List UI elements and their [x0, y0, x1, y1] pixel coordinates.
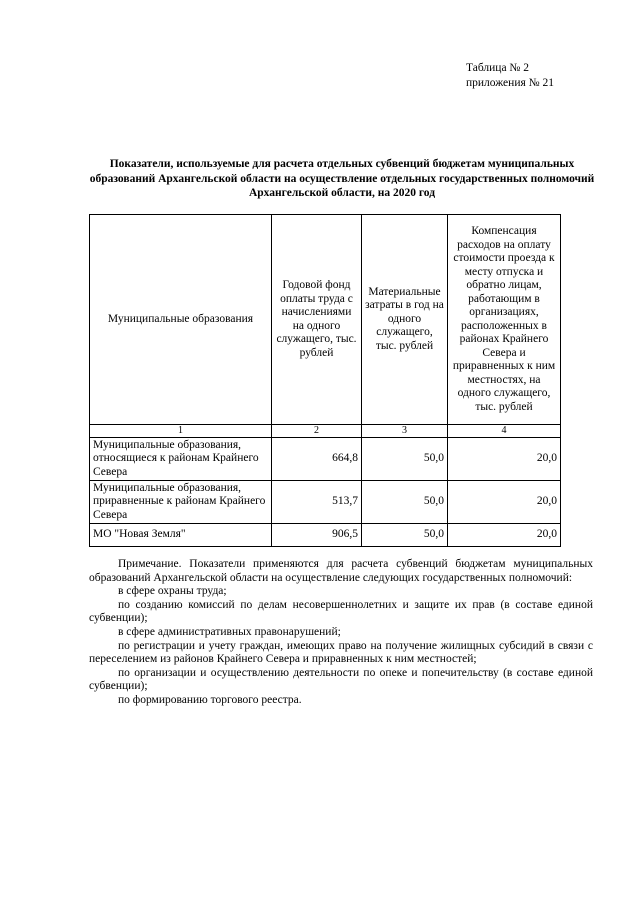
row-material-value: 50,0 [362, 524, 448, 547]
row-compensation-value: 20,0 [448, 481, 561, 524]
indicators-table [89, 214, 561, 547]
row-compensation-value: 20,0 [448, 524, 561, 547]
document-title: Показатели, используемые для расчета отдельных субвенций бюджетам муниципальных образований Архангельской области на осуществление отдельных государственных полномочий Архангельской области, на 2020 год [89, 158, 595, 199]
row-name: Муниципальные образования, относящиеся к районам Крайнего Севера [90, 438, 272, 481]
column-number: 4 [448, 425, 561, 438]
table-row [90, 481, 561, 524]
table-row [90, 524, 561, 547]
column-number: 1 [90, 425, 272, 438]
column-number-row [90, 425, 561, 438]
table-caption [466, 61, 554, 91]
table-row [90, 438, 561, 481]
row-material-value: 50,0 [362, 481, 448, 524]
caption-appendix-number: приложения № 21 [466, 77, 554, 89]
notes-section [89, 558, 593, 708]
column-number: 3 [362, 425, 448, 438]
header-annual-fund: Годовой фонд оплаты труда с начислениями на одного служащего, тыс. рублей [272, 215, 362, 425]
row-material-value: 50,0 [362, 438, 448, 481]
note-intro: Примечание. Показатели применяются для расчета субвенций бюджетам муниципальных образований Архангельской области на осуществление следующих государственных полномочий: [89, 558, 593, 584]
header-municipalities: Муниципальные образования [90, 215, 272, 425]
note-item: по регистрации и учету граждан, имеющих право на получение жилищных субсидий в связи с переселением из районов Крайнего Севера и приравненных к ним местностей; [89, 639, 593, 666]
column-number: 2 [272, 425, 362, 438]
note-item: по формированию торгового реестра. [118, 693, 302, 706]
row-compensation-value: 20,0 [448, 438, 561, 481]
row-fund-value: 906,5 [272, 524, 362, 547]
note-item: по созданию комиссий по делам несовершеннолетних и защите их прав (в составе единой субвенции); [89, 598, 593, 625]
row-name: Муниципальные образования, приравненные к районам Крайнего Севера [90, 481, 272, 524]
row-name: МО "Новая Земля" [90, 524, 272, 547]
note-item: в сфере охраны труда; [118, 585, 227, 598]
row-fund-value: 664,8 [272, 438, 362, 481]
caption-table-number: Таблица № 2 [466, 62, 530, 74]
note-item: по организации и осуществлению деятельности по опеке и попечительству (в составе единой субвенции); [89, 666, 593, 693]
header-material-costs: Материальные затраты в год на одного служащего, тыс. рублей [362, 215, 448, 425]
table-header-row [90, 215, 561, 425]
header-travel-compensation: Компенсация расходов на оплату стоимости проезда к месту отпуска и обратно лицам, работающим в организациях, расположенных в районах Крайнего Севера и приравненных к ним местностях, на одного служащего, тыс. рублей [448, 215, 561, 425]
row-fund-value: 513,7 [272, 481, 362, 524]
note-item: в сфере административных правонарушений; [118, 625, 341, 638]
